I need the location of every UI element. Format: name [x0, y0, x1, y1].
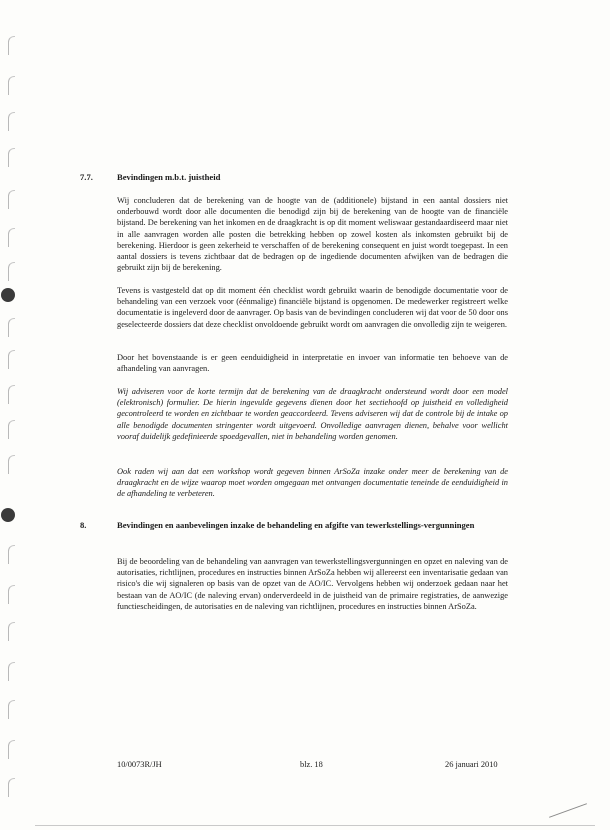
binder-ring-mark: [8, 190, 15, 209]
binder-ring-mark: [8, 112, 15, 131]
binder-ring-mark: [8, 545, 15, 564]
recommendation-paragraph: Wij adviseren voor de korte termijn dat de berekening van de draagkracht ondersteund wordt door een model (elektronisch) formulier. De hierin ingevulde gegevens dienen door het sectiehoofd op juistheid en volledigheid gecontroleerd te worden en zichtbaar te worden geaccordeerd. Tevens adviseren wij dat de controle bij de intake op alle benodigde documenten stringenter wordt uitgevoerd. Onvolledige aanvragen dienen, behalve voor wellicht vooraf duidelijk gedefinieerde spoedgevallen, niet in behandeling worden genomen.: [117, 387, 508, 441]
section-number: 7.7.: [80, 172, 93, 182]
recommendation-paragraph: Ook raden wij aan dat een workshop wordt gegeven binnen ArSoZa inzake onder meer de berekening van de draagkracht en de wijze waarop moet worden omgegaan met ontvangen documentatie teneinde de eenduidigheid in de afhandeling te verbeteren.: [117, 467, 508, 499]
binder-margin: [0, 0, 22, 830]
binder-ring-mark: [8, 262, 15, 281]
paragraph: Bij de beoordeling van de behandeling van aanvragen van tewerkstellingsvergunningen en opzet en naleving van de autorisaties, richtlijnen, procedures en instructies binnen ArSoZa hebben wij allereerst een inventarisatie gedaan van risico's die wij signaleren op basis van de opzet van de AO/IC. Vervolgens hebben wij onderzoek gedaan naar het bestaan van de AO/IC (de naleving ervan) onderverdeeld in de juistheid van de primaire registraties, de aanwezige functiescheidingen, de autorisaties en de naleving van richtlijnen, procedures en instructies binnen ArSoZa.: [117, 557, 508, 611]
paragraph: Door het bovenstaande is er geen eenduidigheid in interpretatie en invoer van informatie ten behoeve van de afhandeling van aanvragen.: [117, 353, 508, 374]
binder-ring-mark: [8, 662, 15, 681]
binder-ring-mark: [8, 318, 15, 337]
binder-ring-mark: [8, 455, 15, 474]
section-number: 8.: [80, 520, 87, 530]
paragraph: Tevens is vastgesteld dat op dit moment één checklist wordt gebruikt waarin de benodigde documentatie voor de behandeling van een verzoek voor (éénmalige) financiële bijstand is opgenomen. De medewerker registreert welke documentatie is ingeleverd door de aanvrager. Op basis van de bevindingen concluderen wij dat voor de 50 door ons geselecteerde dossiers dat deze checklist onvoldoende gebruikt wordt om aanvragen die onvolledig zijn te weigeren.: [117, 286, 508, 329]
binder-ring-mark: [8, 36, 15, 55]
section-title: Bevindingen m.b.t. juistheid: [117, 172, 221, 182]
footer-page-number: blz. 18: [300, 760, 323, 769]
binder-ring-mark: [8, 778, 15, 797]
binder-ring-mark: [8, 740, 15, 759]
binder-ring-mark: [8, 228, 15, 247]
binder-ring-mark: [8, 585, 15, 604]
section-title: Bevindingen en aanbevelingen inzake de behandeling en afgifte van tewerkstellings-vergunningen: [117, 520, 475, 530]
page-bottom-edge: [35, 825, 595, 826]
scan-mark: [549, 803, 587, 818]
binder-ring-mark: [8, 385, 15, 404]
binder-ring-mark: [8, 622, 15, 641]
binder-ring-mark: [8, 420, 15, 439]
binder-ring-mark: [8, 350, 15, 369]
footer-date: 26 januari 2010: [445, 760, 498, 769]
footer-reference: 10/0073R/JH: [117, 760, 162, 769]
punch-hole: [1, 508, 15, 522]
punch-hole: [1, 288, 15, 302]
binder-ring-mark: [8, 148, 15, 167]
binder-ring-mark: [8, 76, 15, 95]
paragraph: Wij concluderen dat de berekening van de hoogte van de (additionele) bijstand in een aantal dossiers niet onderbouwd wordt door alle documenten die benodigd zijn bij de berekening van de hoogte van de financiële bijstand. De berekening van het inkomen en de draagkracht is op dit moment weliswaar gestandaardiseerd maar niet in alle aanvragen worden alle posten die betrekking hebben op zowel kosten als inkomsten gebruikt bij de berekening. Hierdoor is geen zekerheid te verschaffen of de berekening consequent en juist wordt toegepast. In een aantal dossiers is tevens zichtbaar dat de bedragen op de ingediende documenten afwijken van de bedragen die gebruikt zijn bij de berekening.: [117, 196, 508, 273]
binder-ring-mark: [8, 700, 15, 719]
